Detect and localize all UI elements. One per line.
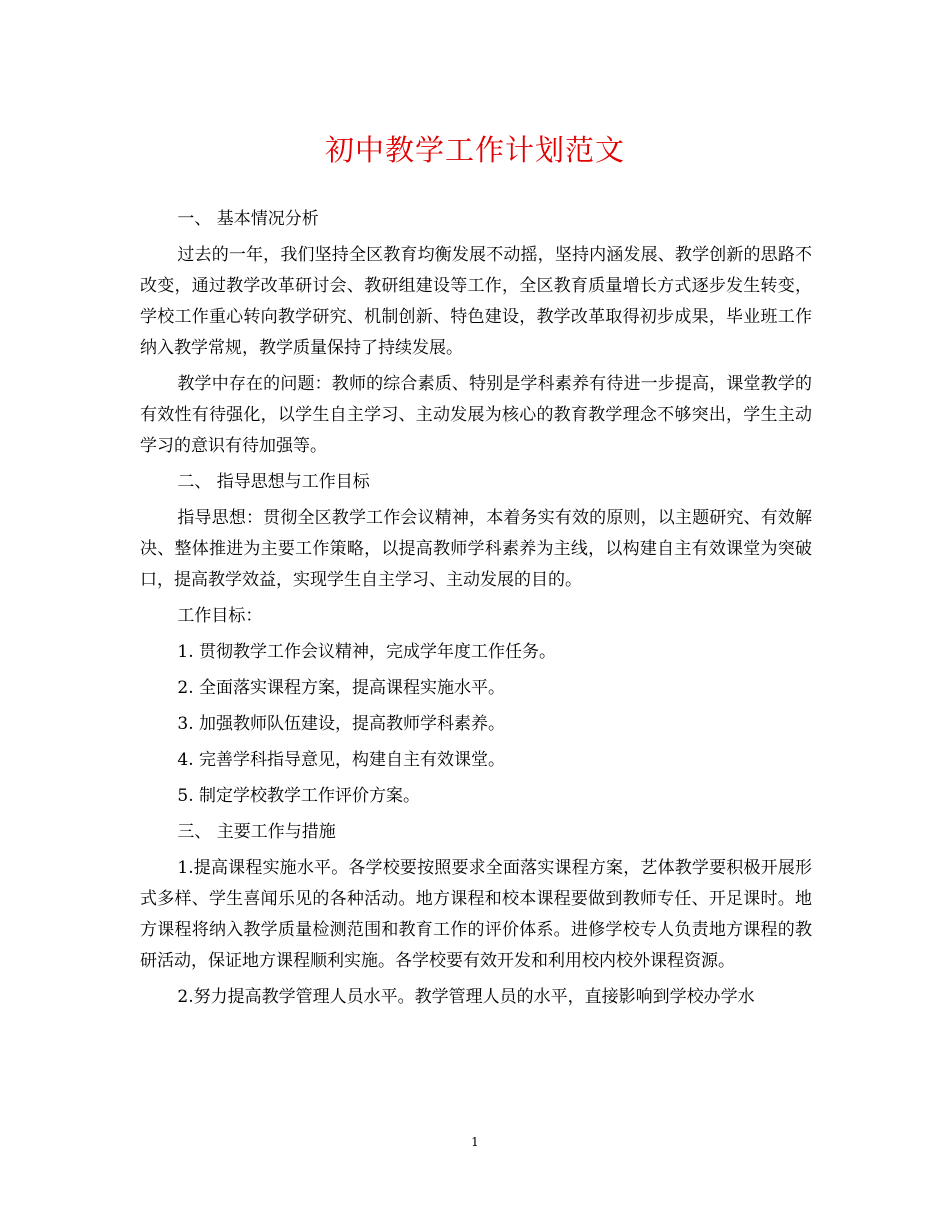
list-item: 4. 完善学科指导意见，构建自主有效课堂。 [177,750,506,770]
paragraph: 指导思想：贯彻全区教学工作会议精神，本着务实有效的原则，以主题研究、有效解决、整体推进为主要工作策略，以提高教师学科素养为主线，以构建自主有效课堂为突破口，提高教学效益，实现学生自主学习、主动发展的目的。 [140,508,812,590]
paragraph: 教学中存在的问题：教师的综合素质、特别是学科素养有待进一步提高，课堂教学的有效性有待强化，以学生自主学习、主动发展为核心的教育教学理念不够突出，学生主动学习的意识有待加强等。 [140,374,812,456]
paragraph: 1.提高课程实施水平。各学校要按照要求全面落实课程方案，艺体教学要积极开展形式多样、学生喜闻乐见的各种活动。地方课程和校本课程要做到教师专任、开足课时。地方课程将纳入教学质量检测范围和教育工作的评价体系。进修学校专人负责地方课程的教研活动，保证地方课程顺利实施。各学校要有效开发和利用校内校外课程资源。 [140,858,812,971]
document-body [140,204,812,1018]
list-item: 5. 制定学校教学工作评价方案。 [177,786,421,806]
list-item: 2. 全面落实课程方案，提高课程实施水平。 [177,678,506,698]
document-title: 初中教学工作计划范文 [324,133,625,167]
section-heading-1: 一、 基本情况分析 [177,209,319,229]
page-number: 1 [471,1135,479,1149]
section-heading-3: 三、 主要工作与措施 [177,822,336,842]
list-item: 3. 加强教师队伍建设，提高教师学科素养。 [177,714,506,734]
section-heading-2: 二、 指导思想与工作目标 [177,472,370,492]
paragraph: 2.努力提高教学管理人员水平。教学管理人员的水平，直接影响到学校办学水 [177,987,755,1007]
list-item: 1. 贯彻教学工作会议精神，完成学年度工作任务。 [177,642,557,662]
paragraph: 工作目标： [177,606,263,626]
paragraph: 过去的一年，我们坚持全区教育均衡发展不动摇，坚持内涵发展、教学创新的思路不改变，通过教学改革研讨会、教研组建设等工作，全区教育质量增长方式逐步发生转变，学校工作重心转向教学研究、机制创新、特色建设，教学改革取得初步成果，毕业班工作纳入教学常规，教学质量保持了持续发展。 [140,245,812,358]
